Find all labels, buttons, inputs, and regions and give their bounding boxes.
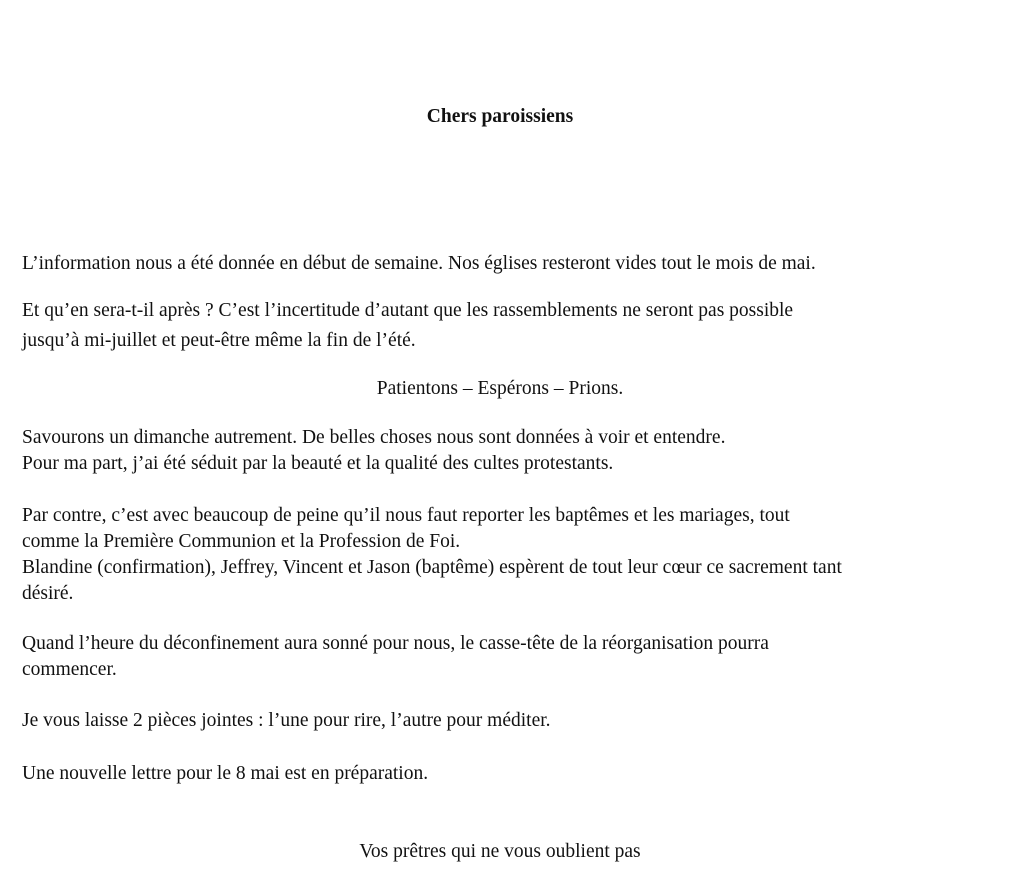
- paragraph-sacraments-line-4: désiré.: [22, 583, 74, 604]
- paragraph-sunday-line-2: Pour ma part, j’ai été séduit par la beauté et la qualité des cultes protestants.: [22, 453, 614, 474]
- paragraph-uncertainty-line-2: jusqu’à mi-juillet et peut-être même la fin de l’été.: [22, 330, 416, 351]
- paragraph-next-letter: Une nouvelle lettre pour le 8 mai est en préparation.: [22, 763, 429, 784]
- paragraph-deconfinement-line-2: commencer.: [22, 659, 117, 680]
- letter-title: Chers paroissiens: [426, 106, 574, 127]
- motto-line: Patientons – Espérons – Prions.: [376, 378, 624, 399]
- paragraph-sacraments-line-2: comme la Première Communion et la Profession de Foi.: [22, 531, 461, 552]
- paragraph-attachments: Je vous laisse 2 pièces jointes : l’une pour rire, l’autre pour méditer.: [22, 710, 551, 731]
- paragraph-sacraments-line-1: Par contre, c’est avec beaucoup de peine qu’il nous faut reporter les baptêmes et les mariages, tout: [22, 505, 790, 526]
- paragraph-announcement: L’information nous a été donnée en début de semaine. Nos églises resteront vides tout le mois de mai.: [22, 253, 816, 274]
- paragraph-sacraments-line-3: Blandine (confirmation), Jeffrey, Vincent et Jason (baptême) espèrent de tout leur cœur ce sacrement tant: [22, 557, 842, 578]
- signature: Vos prêtres qui ne vous oublient pas: [359, 841, 641, 862]
- paragraph-deconfinement-line-1: Quand l’heure du déconfinement aura sonné pour nous, le casse-tête de la réorganisation pourra: [22, 633, 769, 654]
- paragraph-uncertainty-line-1: Et qu’en sera-t-il après ? C’est l’incertitude d’autant que les rassemblements ne seront pas possible: [22, 300, 794, 321]
- paragraph-sunday-line-1: Savourons un dimanche autrement. De belles choses nous sont données à voir et entendre.: [22, 427, 726, 448]
